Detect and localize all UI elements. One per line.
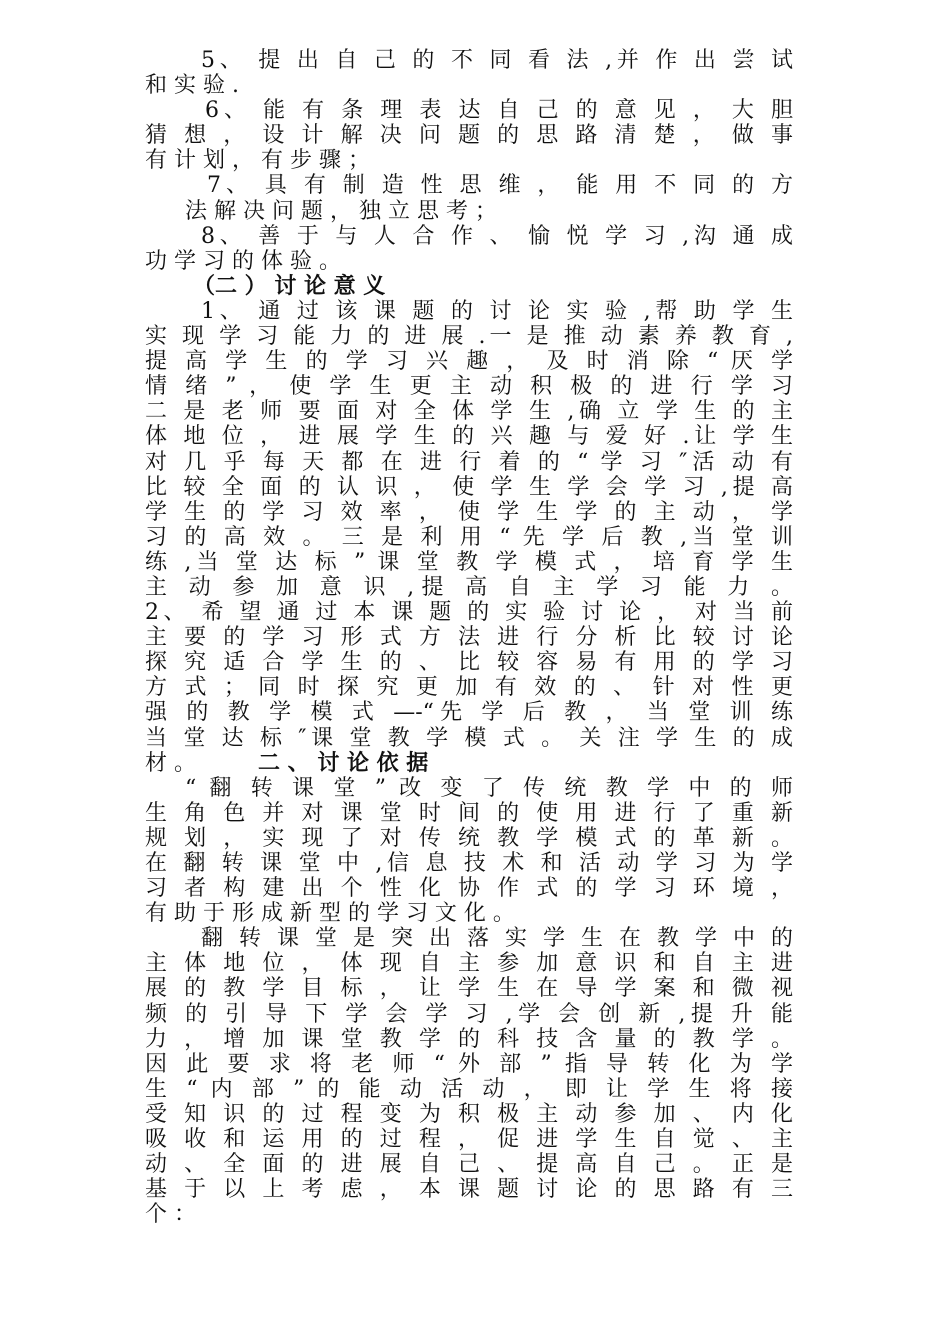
text-line: 体 地 位 ， 进 展 学 生 的 兴 趣 与 爱 好 .让 学 生: [145, 424, 793, 450]
text-line: 强 的 教 学 模 式 —-“先 学 后 教 ， 当 堂 训 练: [145, 700, 793, 726]
text-line: 受 知 识 的 过 程 变 为 积 极 主 动 参 加 、 内 化: [145, 1101, 793, 1127]
text-line: 练 ,当 堂 达 标 ” 课 堂 教 学 模 式 ， 培 育 学 生: [145, 549, 793, 575]
text-line: 个 ：: [145, 1202, 196, 1228]
text-line: 主 体 地 位 ， 体 现 自 主 参 加 意 识 和 自 主 进: [145, 951, 793, 977]
text-line: 主 要 的 学 习 形 式 方 法 进 行 分 析 比 较 讨 论: [145, 625, 793, 651]
text-line: 学 生 的 学 习 效 率 ， 使 学 生 学 的 主 动 ， 学: [145, 499, 793, 525]
document-body: [145, 48, 793, 1227]
text-line: 主 动 参 加 意 识 ,提 高 自 主 学 习 能 力 。: [145, 574, 793, 600]
text-line: 比 较 全 面 的 认 识 ， 使 学 生 学 会 学 习 ,提 高: [145, 474, 793, 500]
text-line: 吸 收 和 运 用 的 过 程 ， 促 进 学 生 自 觉 、 主: [145, 1127, 793, 1153]
text-line: 提 高 学 生 的 学 习 兴 趣 ， 及 时 消 除 “ 厌 学: [145, 349, 793, 375]
text-line: 情 绪 ” ， 使 学 生 更 主 动 积 极 的 进 行 学 习: [145, 374, 793, 400]
text-line: 力 ， 增 加 课 堂 教 学 的 科 技 含 量 的 教 学 。: [145, 1026, 793, 1052]
text-line: 方 式 ； 同 时 探 究 更 加 有 效 的 、 针 对 性 更: [145, 675, 793, 701]
text-line: 翻 转 课 堂 是 突 出 落 实 学 生 在 教 学 中 的: [201, 926, 793, 952]
text-line: 和 实 验 .: [145, 73, 239, 99]
text-line: 材 。 二 、 讨 论 依 据: [145, 749, 429, 776]
text-line: 基 于 以 上 考 虑 ， 本 课 题 讨 论 的 思 路 有 三: [145, 1177, 793, 1203]
text-line: 功 学 习 的 体 验 。: [145, 248, 341, 274]
text-line: 7、 具 有 制 造 性 思 维 ， 能 用 不 同 的 方: [207, 173, 793, 199]
text-line: 规 划 ， 实 现 了 对 传 统 教 学 模 式 的 革 新 。: [145, 825, 793, 851]
text-line: 有 计 划 ， 有 步 骤 ；: [145, 148, 370, 174]
text-line: 猜 想 ， 设 计 解 决 问 题 的 思 路 清 楚 ， 做 事: [145, 123, 793, 149]
text-line: 生 角 色 并 对 课 堂 时 间 的 使 用 进 行 了 重 新: [145, 800, 793, 826]
text-line: 8、 善 于 与 人 合 作 、 愉 悦 学 习 ,沟 通 成: [201, 223, 793, 249]
text-line: 二 是 老 师 要 面 对 全 体 学 生 ,确 立 学 生 的 主: [145, 399, 793, 425]
section-heading-inline: 二 、 讨 论 依 据: [258, 749, 429, 776]
text-line: 动 、 全 面 的 进 展 自 己 、 提 高 自 己 。 正 是: [145, 1152, 793, 1178]
text-line: 5、 提 出 自 己 的 不 同 看 法 ,并 作 出 尝 试: [201, 48, 793, 73]
text-line: 在 翻 转 课 堂 中 ,信 息 技 术 和 活 动 学 习 为 学: [145, 851, 793, 876]
text-line: 频 的 引 导 下 学 会 学 习 ,学 会 创 新 ,提 升 能: [145, 1001, 793, 1027]
text-line: 法 解 决 问 题 ， 独 立 思 考 ；: [185, 198, 497, 224]
section-heading: （二 ） 讨 论 意 义: [193, 272, 386, 299]
text-line: 习 的 高 效 。 三 是 利 用 “ 先 学 后 教 ,当 堂 训: [145, 524, 793, 550]
text-line: 对 几 乎 每 天 都 在 进 行 着 的 “ 学 习 ″活 动 有: [145, 449, 793, 475]
text-line: 当 堂 达 标 ″课 堂 教 学 模 式 。 关 注 学 生 的 成: [145, 725, 793, 751]
text-line: 6、 能 有 条 理 表 达 自 己 的 意 见 ， 大 胆: [205, 98, 793, 124]
text-line: 习 者 构 建 出 个 性 化 协 作 式 的 学 习 环 境 ，: [145, 876, 793, 902]
text-line: 1、 通 过 该 课 题 的 讨 论 实 验 ,帮 助 学 生: [201, 298, 793, 324]
text-line: 因 此 要 求 将 老 师 “ 外 部 ” 指 导 转 化 为 学: [145, 1051, 793, 1077]
text-line: 生 “ 内 部 ” 的 能 动 活 动 ， 即 让 学 生 将 接: [145, 1076, 793, 1102]
text-line: 实 现 学 习 能 力 的 进 展 .一 是 推 动 素 养 教 育 ,: [145, 324, 793, 350]
text-line: 展 的 教 学 目 标 ， 让 学 生 在 导 学 案 和 微 视: [145, 976, 793, 1002]
text-line: 有 助 于 形 成 新 型 的 学 习 文 化 。: [145, 901, 515, 927]
text-line: 探 究 适 合 学 生 的 、 比 较 容 易 有 用 的 学 习: [145, 650, 793, 676]
text-line: 2、 希 望 通 过 本 课 题 的 实 验 讨 论 ， 对 当 前: [145, 600, 793, 626]
text-line: “ 翻 转 课 堂 ” 改 变 了 传 统 教 学 中 的 师: [185, 775, 793, 801]
